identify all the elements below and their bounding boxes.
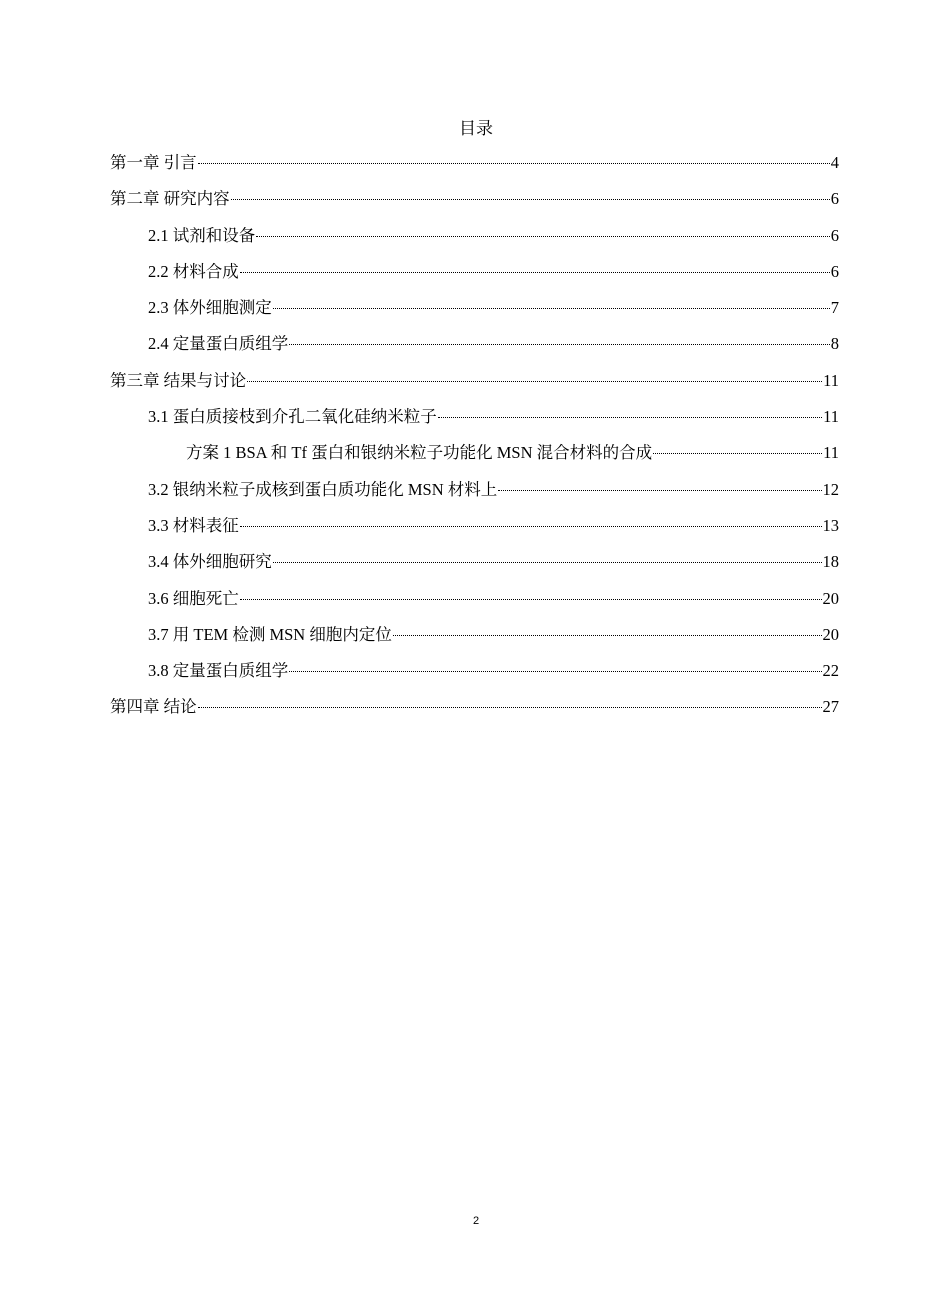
toc-entry-text: 2.2 材料合成 <box>148 261 239 281</box>
toc-entry-text: 3.6 细胞死亡 <box>148 588 239 608</box>
toc-leader <box>653 452 822 454</box>
toc-leader <box>198 162 830 164</box>
toc-leader <box>240 271 830 273</box>
toc-entry-page: 13 <box>822 515 839 535</box>
toc-entry[interactable] <box>110 551 839 587</box>
toc-entry[interactable] <box>110 442 839 478</box>
toc-entry-page: 8 <box>830 334 839 354</box>
toc-entry[interactable] <box>110 588 839 624</box>
page-number: 2 <box>472 1215 480 1227</box>
toc-entry[interactable] <box>110 660 839 696</box>
toc-leader <box>289 343 830 345</box>
toc-leader <box>247 380 822 382</box>
toc-entry-text: 3.2 银纳米粒子成核到蛋白质功能化 MSN 材料上 <box>148 479 498 499</box>
toc-entry[interactable] <box>110 297 839 333</box>
toc-entry[interactable] <box>110 261 839 297</box>
toc-entry-page: 12 <box>822 479 839 499</box>
toc-entry[interactable] <box>110 479 839 515</box>
toc-entry[interactable] <box>110 515 839 551</box>
toc-leader <box>393 634 822 636</box>
toc-entry-text: 3.3 材料表征 <box>148 515 239 535</box>
toc-leader <box>273 561 822 563</box>
toc-leader <box>198 706 822 708</box>
toc-entry-text: 第三章 结果与讨论 <box>110 370 247 390</box>
toc-title: 目录 <box>459 119 493 138</box>
toc-entry[interactable] <box>110 406 839 442</box>
toc-entry-page: 6 <box>830 225 839 245</box>
toc-entry-text: 3.8 定量蛋白质组学 <box>148 661 289 681</box>
toc-leader <box>231 198 830 200</box>
toc-entry-page: 6 <box>830 261 839 281</box>
toc-entry-text: 3.4 体外细胞研究 <box>148 552 272 572</box>
toc-entry[interactable] <box>110 696 839 732</box>
toc-entry-text: 第一章 引言 <box>110 153 197 172</box>
toc-entry-text: 2.1 试剂和设备 <box>148 225 256 245</box>
toc-entry-page: 6 <box>830 189 839 209</box>
toc-entry[interactable] <box>110 225 839 261</box>
toc-list <box>110 152 839 733</box>
toc-leader <box>256 235 830 237</box>
toc-entry-text: 3.7 用 TEM 检测 MSN 细胞内定位 <box>148 624 392 644</box>
toc-entry-page: 7 <box>830 298 839 318</box>
toc-entry[interactable] <box>110 370 839 406</box>
toc-entry-page: 11 <box>823 443 839 463</box>
toc-entry-text: 方案 1 BSA 和 Tf 蛋白和银纳米粒子功能化 MSN 混合材料的合成 <box>186 443 653 463</box>
toc-entry-text: 3.1 蛋白质接枝到介孔二氧化硅纳米粒子 <box>148 407 437 427</box>
toc-entry[interactable] <box>110 188 839 224</box>
toc-entry[interactable] <box>110 333 839 369</box>
toc-entry-text: 第二章 研究内容 <box>110 189 230 209</box>
toc-entry-page: 20 <box>822 624 839 644</box>
toc-entry-text: 2.4 定量蛋白质组学 <box>148 334 289 354</box>
toc-entry-page: 4 <box>830 153 839 172</box>
toc-entry-page: 20 <box>822 588 839 608</box>
toc-entry-page: 22 <box>822 661 839 681</box>
toc-leader <box>498 489 821 491</box>
toc-entry-page: 11 <box>823 407 839 427</box>
toc-entry-page: 11 <box>823 370 839 390</box>
toc-leader <box>240 598 822 600</box>
toc-entry-text: 第四章 结论 <box>110 697 197 717</box>
toc-entry-page: 27 <box>822 697 839 717</box>
toc-entry-page: 18 <box>822 552 839 572</box>
toc-leader <box>240 525 822 527</box>
toc-leader <box>438 416 822 418</box>
toc-leader <box>289 670 821 672</box>
toc-entry[interactable] <box>110 152 839 188</box>
toc-entry-text: 2.3 体外细胞测定 <box>148 298 272 318</box>
toc-leader <box>273 307 830 309</box>
toc-entry[interactable] <box>110 624 839 660</box>
